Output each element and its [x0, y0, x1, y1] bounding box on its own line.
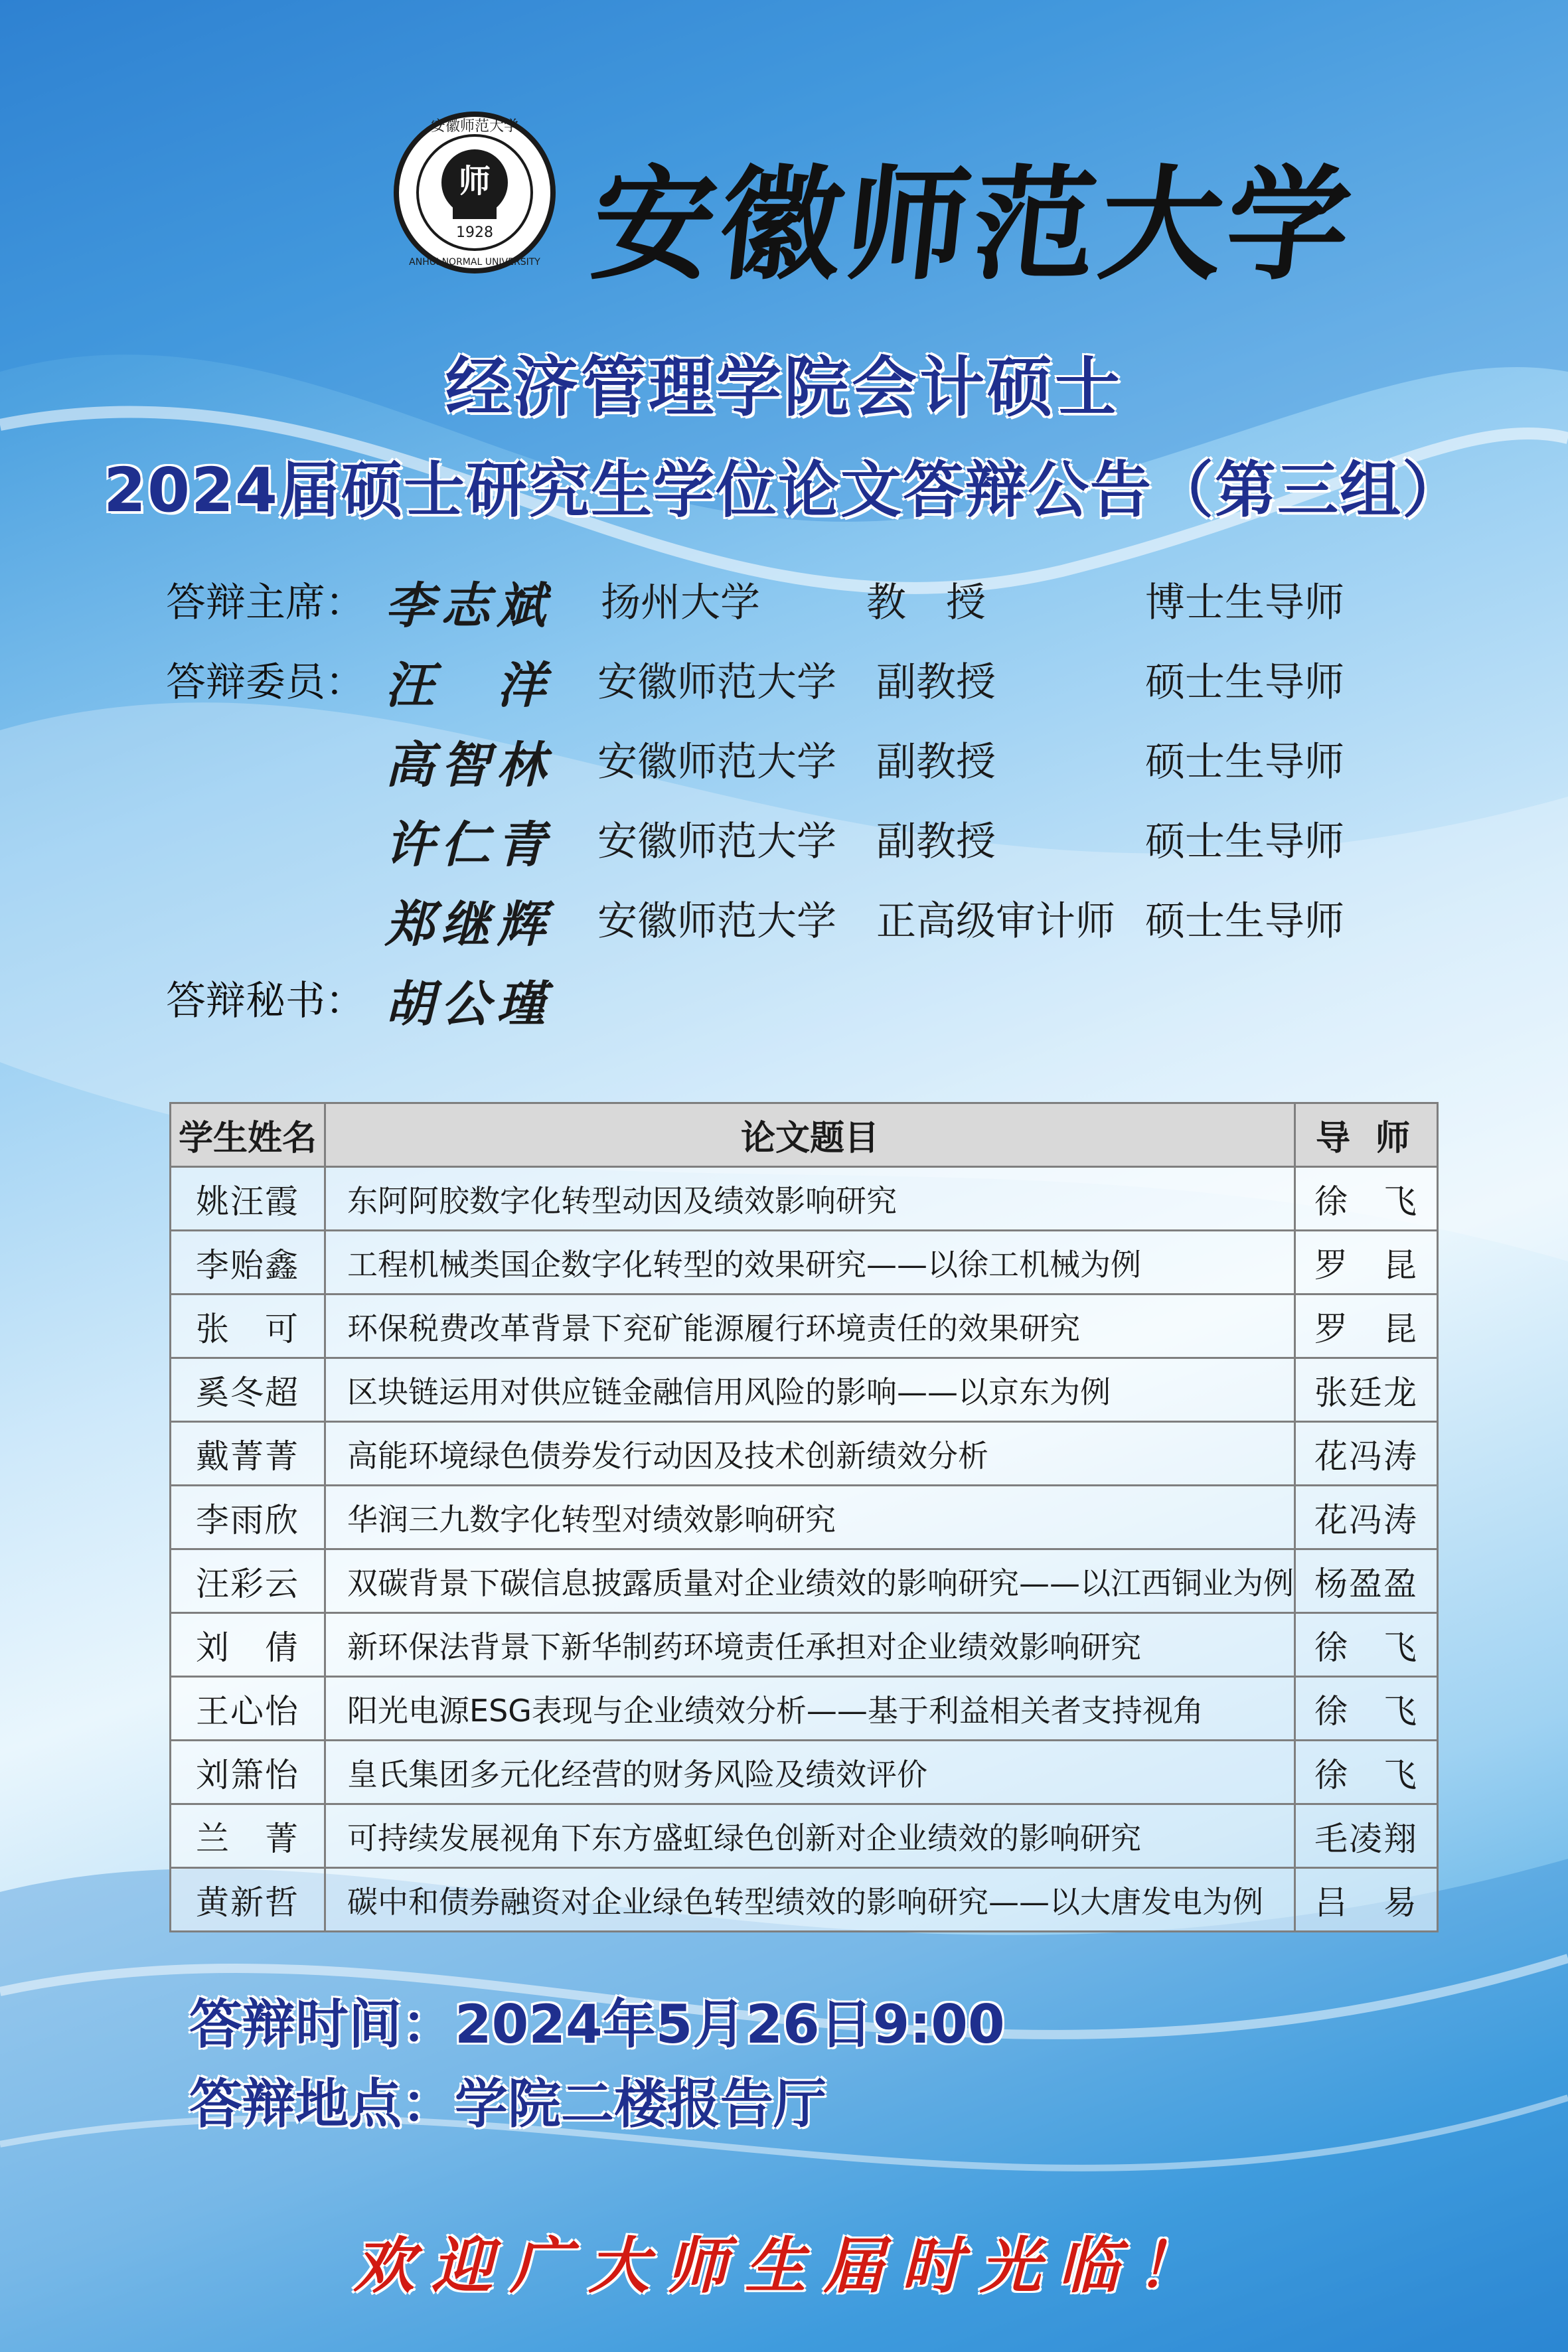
student-name-cell: 黄新哲	[171, 1868, 325, 1932]
thesis-topic-cell: 高能环境绿色债券发行动因及技术创新绩效分析	[325, 1422, 1295, 1486]
thesis-topic-cell: 工程机械类国企数字化转型的效果研究——以徐工机械为例	[325, 1231, 1295, 1294]
student-name-cell: 汪彩云	[171, 1549, 325, 1613]
student-name-cell: 刘箫怡	[171, 1741, 325, 1804]
committee-title: 教 授	[866, 580, 986, 626]
table-row	[171, 1486, 1438, 1549]
student-name-cell: 姚汪霞	[171, 1167, 325, 1231]
student-name-cell: 张 可	[171, 1294, 325, 1358]
table-row	[171, 1549, 1438, 1613]
tutor-cell: 罗 昆	[1295, 1231, 1438, 1294]
committee-title: 副教授	[876, 819, 996, 865]
student-name-cell: 李雨欣	[171, 1486, 325, 1549]
column-header: 论文题目	[325, 1103, 1295, 1167]
table-body	[171, 1167, 1438, 1932]
committee-org: 安徽师范大学	[597, 819, 836, 865]
table-row	[171, 1231, 1438, 1294]
table-row	[171, 1677, 1438, 1741]
table-row	[171, 1294, 1438, 1358]
thesis-topic-cell: 阳光电源ESG表现与企业绩效分析——基于利益相关者支持视角	[325, 1677, 1295, 1741]
committee-org: 扬州大学	[601, 580, 760, 626]
student-name-cell: 戴菁菁	[171, 1422, 325, 1486]
committee-member	[166, 651, 1427, 730]
welcome-message: 欢迎广大师生届时光临！	[353, 2230, 1215, 2302]
thesis-topic-cell: 环保税费改革背景下兖矿能源履行环境责任的效果研究	[325, 1294, 1295, 1358]
student-name-cell: 兰 菁	[171, 1804, 325, 1868]
committee-member	[166, 730, 1427, 810]
tutor-cell: 花冯涛	[1295, 1422, 1438, 1486]
student-name-cell: 王心怡	[171, 1677, 325, 1741]
thesis-topic-cell: 碳中和债券融资对企业绿色转型绩效的影响研究——以大唐发电为例	[325, 1868, 1295, 1932]
page-subtitle: 2024届硕士研究生学位论文答辩公告（第三组）	[103, 455, 1465, 526]
committee-supervisor: 硕士生导师	[1145, 739, 1344, 785]
university-seal-icon	[392, 110, 558, 275]
column-header: 学生姓名	[171, 1103, 325, 1167]
committee-name: 郑继辉	[385, 896, 552, 953]
tutor-cell: 徐 飞	[1295, 1741, 1438, 1804]
tutor-cell: 花冯涛	[1295, 1486, 1438, 1549]
committee-title: 正高级审计师	[876, 898, 1115, 945]
seal-arc-text: 安徽师范大学	[430, 118, 519, 135]
defense-time: 答辩时间：2024年5月26日9:00	[189, 1994, 1005, 2055]
tutor-cell: 张廷龙	[1295, 1358, 1438, 1422]
seal-emblem-mark: 师	[458, 163, 491, 200]
thesis-topic-cell: 区块链运用对供应链金融信用风险的影响——以京东为例	[325, 1358, 1295, 1422]
tutor-cell: 徐 飞	[1295, 1677, 1438, 1741]
page-title: 经济管理学院会计硕士	[445, 350, 1123, 426]
committee-name: 许仁青	[385, 817, 552, 874]
tutor-cell: 毛凌翔	[1295, 1804, 1438, 1868]
student-name-cell: 李贻鑫	[171, 1231, 325, 1294]
table-row	[171, 1804, 1438, 1868]
committee-title: 副教授	[876, 739, 996, 785]
thesis-topic-cell: 华润三九数字化转型对绩效影响研究	[325, 1486, 1295, 1549]
committee-role: 答辩秘书：	[166, 978, 365, 1024]
column-header: 导 师	[1295, 1103, 1438, 1167]
table-row	[171, 1741, 1438, 1804]
thesis-topic-cell: 皇氏集团多元化经营的财务风险及绩效评价	[325, 1741, 1295, 1804]
committee-org: 安徽师范大学	[597, 659, 836, 706]
table-row	[171, 1422, 1438, 1486]
tutor-cell: 罗 昆	[1295, 1294, 1438, 1358]
thesis-topic-cell: 新环保法背景下新华制药环境责任承担对企业绩效影响研究	[325, 1613, 1295, 1677]
table-row	[171, 1868, 1438, 1932]
defense-place: 答辩地点：学院二楼报告厅	[189, 2073, 826, 2135]
seal-year: 1928	[456, 224, 493, 241]
committee-name: 高智林	[385, 737, 552, 794]
tutor-cell: 杨盈盈	[1295, 1549, 1438, 1613]
committee-title: 副教授	[876, 659, 996, 706]
committee-supervisor: 硕士生导师	[1145, 898, 1344, 945]
committee-name: 李志斌	[385, 578, 552, 635]
seal-ring-text: ANHUI NORMAL UNIVERSITY	[409, 257, 540, 268]
university-name: 安徽师范大学	[585, 152, 1362, 297]
committee-name: 汪 洋	[385, 657, 552, 714]
committee-name: 胡公瑾	[385, 976, 552, 1033]
committee-secretary	[166, 969, 1427, 1049]
tutor-cell: 徐 飞	[1295, 1167, 1438, 1231]
thesis-topic-cell: 可持续发展视角下东方盛虹绿色创新对企业绩效的影响研究	[325, 1804, 1295, 1868]
committee-role: 答辩主席：	[166, 580, 365, 626]
table-row	[171, 1167, 1438, 1231]
tutor-cell: 吕 易	[1295, 1868, 1438, 1932]
committee-supervisor: 硕士生导师	[1145, 819, 1344, 865]
table-row	[171, 1358, 1438, 1422]
thesis-topic-cell: 东阿阿胶数字化转型动因及绩效影响研究	[325, 1167, 1295, 1231]
committee-supervisor: 博士生导师	[1145, 580, 1344, 626]
committee-list	[166, 571, 1427, 1049]
tutor-cell: 徐 飞	[1295, 1613, 1438, 1677]
table-row	[171, 1613, 1438, 1677]
committee-member	[166, 810, 1427, 890]
committee-org: 安徽师范大学	[597, 898, 836, 945]
committee-org: 安徽师范大学	[597, 739, 836, 785]
committee-role: 答辩委员：	[166, 659, 365, 706]
student-name-cell: 刘 倩	[171, 1613, 325, 1677]
committee-supervisor: 硕士生导师	[1145, 659, 1344, 706]
thesis-topic-cell: 双碳背景下碳信息披露质量对企业绩效的影响研究——以江西铜业为例	[325, 1549, 1295, 1613]
committee-member	[166, 890, 1427, 969]
defense-table	[169, 1102, 1439, 1932]
student-name-cell: 奚冬超	[171, 1358, 325, 1422]
committee-chair	[166, 571, 1427, 651]
table-header-row	[171, 1103, 1438, 1167]
